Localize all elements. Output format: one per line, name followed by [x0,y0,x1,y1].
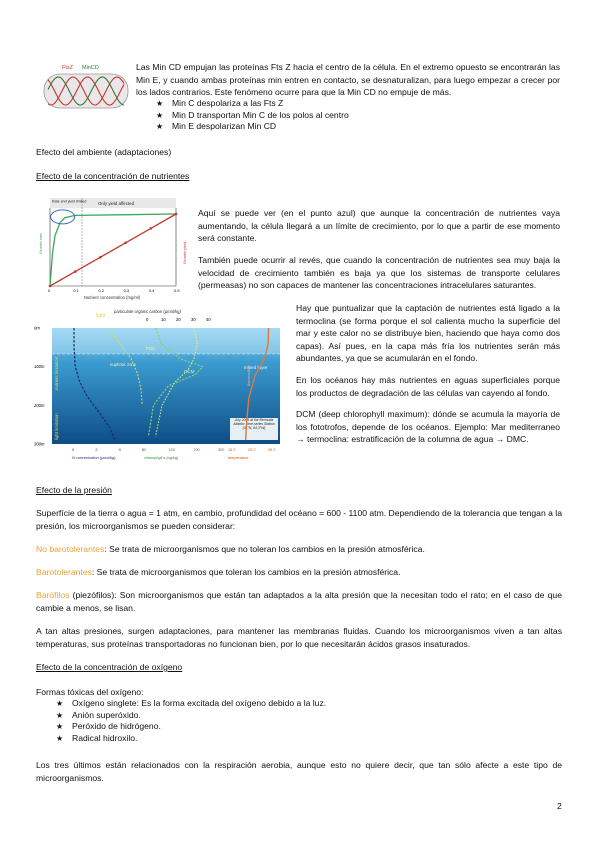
pressure-no-barotolerantes [36,543,562,556]
depth-tick-label: 100m [34,364,45,370]
nutrients-paragraph-5: DCM (deep chlorophyll maximum): dónde se acumula la mayoría de los fototrofos, depende de los océanos. Ejemplo: Mar mediterraneo → termoclina: estratificación de la columna de agua → DMC. [296,409,560,445]
nutrients-paragraph-3: Hay que puntualizar que la captación de nutrientes está ligado a la termoclina (se forma porque el sol calienta mucho la superficie del mar y este calor no se distribuye bien, haciendo que haya como dos capas). Así pues, en la capa más fría los nutrientes serán más abundantes, ya que se acumularán en el fondo. [296,303,560,364]
oxygen-bullets [54,698,534,744]
oxygen-closing: Los tres últimos están relacionados con la respiración aerobia, aunque esto no quiere decir, que tan sólo afecte a este tipo de microorganismos. [36,760,562,783]
label-thermocline: thermocline [246,365,251,386]
pressure-barotolerantes [36,566,562,579]
bottom-tick-label: 4 [118,448,121,452]
pressure-barofilos [36,589,562,614]
definition-no-barotolerantes: : Se trata de microorganismos que no toleran los cambios en la presión atmosférica. [104,544,425,554]
poc-tick-label: 30 [191,317,196,322]
poc-tick-label: 40 [206,317,211,322]
x-tick-label: 0.3 [123,288,130,293]
label-nutrient-limitation: nutrient limitation [54,356,59,390]
label-poc: POC [146,346,156,351]
y-label-left: Growth rate [38,233,43,254]
label-mixed-layer: mixed layer [244,365,268,370]
yield-point [150,227,153,230]
x-tick-label: 0.4 [148,288,155,293]
label-euphotic-zone: euphotic zone [110,362,137,367]
yield-point [74,270,77,273]
bullet-item: ★ Radical hidroxilo. [54,733,534,745]
bottom-tick-label: 300 [218,448,225,452]
bullet-item: ★ Min C despolariza a las Fts Z [154,98,554,110]
definition-barofilos: (piezófilos): Son microorganismos que están tan adaptados a la alta presión que la necesitan todo el rato; en el caso de que cambie a menos, se lisan. [36,590,562,613]
bottom-tick-label: 100 [168,448,176,452]
yield-point [175,213,178,216]
oxygen-intro: Formas tóxicas del oxígeno: [36,687,144,697]
x-tick-label: 0 [48,288,51,293]
cell-body [44,74,128,108]
growth-chart [36,194,192,302]
x-tick-label: 0.2 [98,288,104,293]
yield-point [124,242,127,245]
mixed-layer-band [52,328,280,354]
depth-tick-label: 300m [34,441,45,447]
label-light-limitation: light limitation [54,413,59,440]
term-no-barotolerantes: No barotolerantes [36,544,105,554]
bottom-axis-label: chlorophyll a (ng/kg) [144,456,179,460]
depth-tick-label: 0m [34,325,40,331]
bullet-item: ★ Peróxido de hidrógeno. [54,721,534,733]
bottom-tick-label: 0 [72,448,75,452]
poc-tick-label: 20 [176,317,181,322]
yield-point [99,256,102,259]
nutrients-paragraph-2: También puede ocurrir al revés, que cuando la concentración de nutrientes sea muy baja la velocidad de crecimiento también es baja ya que los sistemas de transporte celulares (permeasas) no son capaces de mantener las concentraciones intracelulares saturantes. [198,255,560,291]
pressure-paragraph-2: A tan altas presiones, surgen adaptaciones, para mantener las membranas fluidas. Cuando los microorganismos viven a tan altas temperaturas, sus proteínas transportadoras no funcionan bien, por lo que necesitarán ácidos grasos insaturados. [36,626,562,649]
section-heading-environment: Efecto del ambiente (adaptaciones) [36,147,172,157]
bottom-tick-label: 20 C [248,448,257,452]
page-number: 2 [557,801,562,811]
intro-paragraph: Las Min CD empujan las proteínas Fts Z hacia el centro de la célula. En el extremo opuesto se encontrarán las Min E, y cuando ambas proteínas min entren en contacto, se desnaturalizan, para luego empezar a crecer por los lados contrarios. Este fenómeno ocurre para que la Min CD no empuje de más. [136,62,560,98]
annotation-yield-only: Only yield affected [98,201,135,206]
bottom-axis-label: temperature [228,456,249,460]
yield-point [49,285,52,288]
label-light: light [96,313,106,319]
bottom-axis-label: N concentration (µmol/kg) [72,456,116,460]
bottom-tick-label: 26 C [268,448,277,452]
pressure-paragraph-1: Superfície de la tierra o agua = 1 atm, en cambio, profundidad del océano = 600 - 1100 atm. Dependiendo de la tolerancia que tengan a la presión, los microorganismos se pueden considerar: [36,508,562,531]
x-tick-label: 0.1 [73,288,79,293]
poc-tick-label: 10 [161,317,166,322]
x-tick-label: 0.5 [174,288,180,293]
depth-tick-label: 200m [34,402,45,408]
nutrients-paragraph-1: Aquí se puede ver (en el punto azul) que aunque la concentración de nutrientes vaya aumentando, la célula llegará a un límite de crecimiento, por lo que a partir de ese momento será constante. [198,208,560,244]
bottom-tick-label: 6 [142,448,145,452]
bottom-tick-label: 0 [144,448,147,452]
poc-tick-label: 0 [146,317,149,322]
intro-bullets [154,98,554,133]
term-barofilos: Barófilos [36,590,70,600]
y-label-right: Growth yield [182,241,187,264]
bullet-item: ★ Min E despolarizan Min CD [154,121,554,133]
bottom-tick-label: 15 C [228,448,237,452]
poc-axis-label: particulate organic carbon (µmol/kg) [114,309,181,314]
section-heading-oxygen: Efecto de la concentración de oxígeno [36,662,183,672]
x-label: Nutrient concentration (mg/ml) [84,295,141,300]
station-note: July 2005 at the Bermuda Atlantic Time-series Station (31°N, 64.3°W) [233,418,275,430]
min-protein-figure [40,58,132,112]
ocean-profile-chart [34,306,290,466]
section-heading-pressure: Efecto de la presión [36,485,112,495]
figure-label-mincd: MinCD [82,65,99,71]
nutrients-paragraph-4: En los océanos hay más nutrientes en aguas superficiales porque los productos de degradación de las células van cayendo al fondo. [296,375,560,398]
annotation-rate-yield: Rate and yield limited [52,199,87,204]
definition-barotolerantes: : Se trata de microorganismos que toleran los cambios en la presión atmosférica. [91,567,401,577]
bottom-tick-label: 2 [95,448,98,452]
bullet-item: ★ Min D transportan Min C de los polos al centro [154,110,554,122]
section-heading-nutrients: Efecto de la concentración de nutrientes [36,171,190,181]
label-dcm: DCM [184,369,195,374]
bottom-tick-label: 200 [193,448,200,452]
bullet-item: ★ Oxígeno singlete: Es la forma excitada del oxígeno debido a la luz. [54,698,534,710]
bullet-item: ★ Anión superóxido. [54,710,534,722]
term-barotolerantes: Barotolerantes [36,567,92,577]
figure-label-ftsz: FtsZ [62,65,73,71]
